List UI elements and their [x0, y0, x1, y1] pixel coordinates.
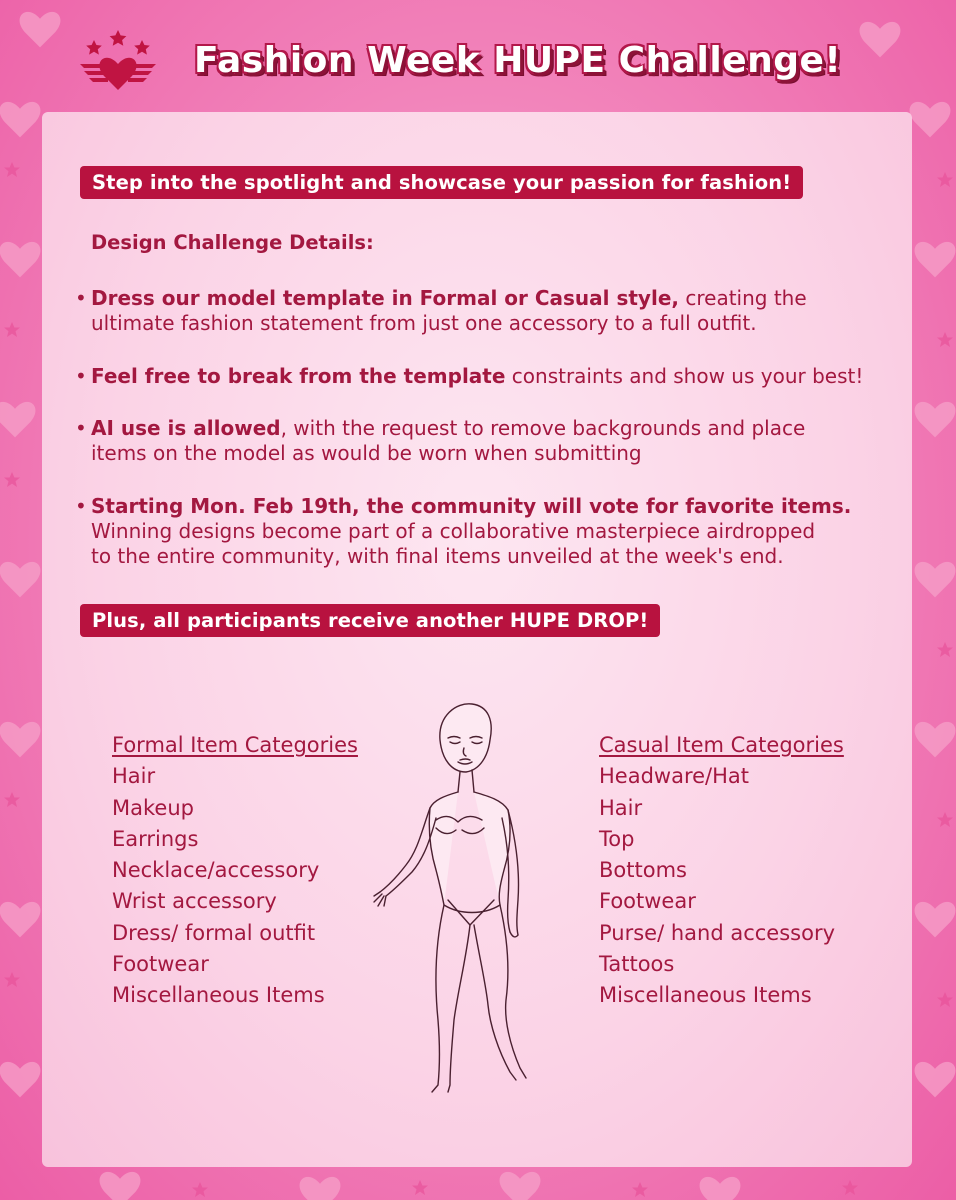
bullet-item	[75, 286, 875, 336]
header	[0, 0, 956, 110]
casual-item: Hair	[599, 795, 643, 820]
bullet-text-line2: Winning designs become part of a collaborative masterpiece airdropped	[91, 519, 816, 543]
details-heading: Design Challenge Details:	[91, 231, 374, 254]
formal-item: Footwear	[112, 952, 209, 977]
formal-categories	[112, 730, 358, 1012]
casual-categories	[599, 730, 844, 1012]
page-title: Fashion Week HUPE Challenge!	[194, 40, 842, 81]
bullet-item	[75, 364, 875, 389]
bullet-bold: Feel free to break from the template	[91, 364, 506, 388]
formal-item: Necklace/accessory	[112, 858, 320, 883]
casual-item: Miscellaneous Items	[599, 983, 812, 1008]
formal-heading: Formal Item Categories	[112, 733, 358, 757]
bullet-item	[75, 494, 875, 569]
casual-item: Top	[599, 826, 635, 851]
bullet-text: , with the request to remove backgrounds and place	[280, 416, 806, 440]
formal-item: Earrings	[112, 826, 199, 851]
formal-item: Miscellaneous Items	[112, 983, 325, 1008]
bullet-bold: Starting Mon. Feb 19th, the community will vote for favorite items.	[91, 494, 852, 518]
casual-item: Headware/Hat	[599, 764, 750, 789]
formal-item: Wrist accessory	[112, 889, 277, 914]
casual-item: Tattoos	[599, 952, 675, 977]
casual-heading: Casual Item Categories	[599, 733, 844, 757]
bullet-text-line2: items on the model as would be worn when submitting	[91, 441, 642, 465]
bullet-dot: •	[75, 286, 87, 310]
bullet-text: creating the	[679, 286, 807, 310]
bullet-dot: •	[75, 364, 87, 388]
formal-item: Makeup	[112, 795, 194, 820]
bullet-text-line2: ultimate fashion statement from just one accessory to a full outfit.	[91, 311, 757, 335]
casual-item: Bottoms	[599, 858, 687, 883]
bullet-item	[75, 416, 875, 466]
model-template-figure	[370, 700, 570, 1100]
formal-item: Dress/ formal outfit	[112, 920, 316, 945]
bullet-text: constraints and show us your best!	[505, 364, 864, 388]
bullet-bold: Dress our model template in Formal or Casual style,	[91, 286, 679, 310]
winged-heart-with-stars-icon	[78, 30, 158, 96]
casual-item: Purse/ hand accessory	[599, 920, 836, 945]
plus-banner: Plus, all participants receive another HUPE DROP!	[80, 604, 660, 637]
bullet-dot: •	[75, 494, 87, 518]
formal-item: Hair	[112, 764, 156, 789]
bullet-dot: •	[75, 416, 87, 440]
intro-banner: Step into the spotlight and showcase your passion for fashion!	[80, 166, 803, 199]
casual-item: Footwear	[599, 889, 696, 914]
bullet-bold: AI use is allowed	[91, 416, 281, 440]
bullet-text-line3: to the entire community, with final items unveiled at the week's end.	[91, 544, 784, 568]
